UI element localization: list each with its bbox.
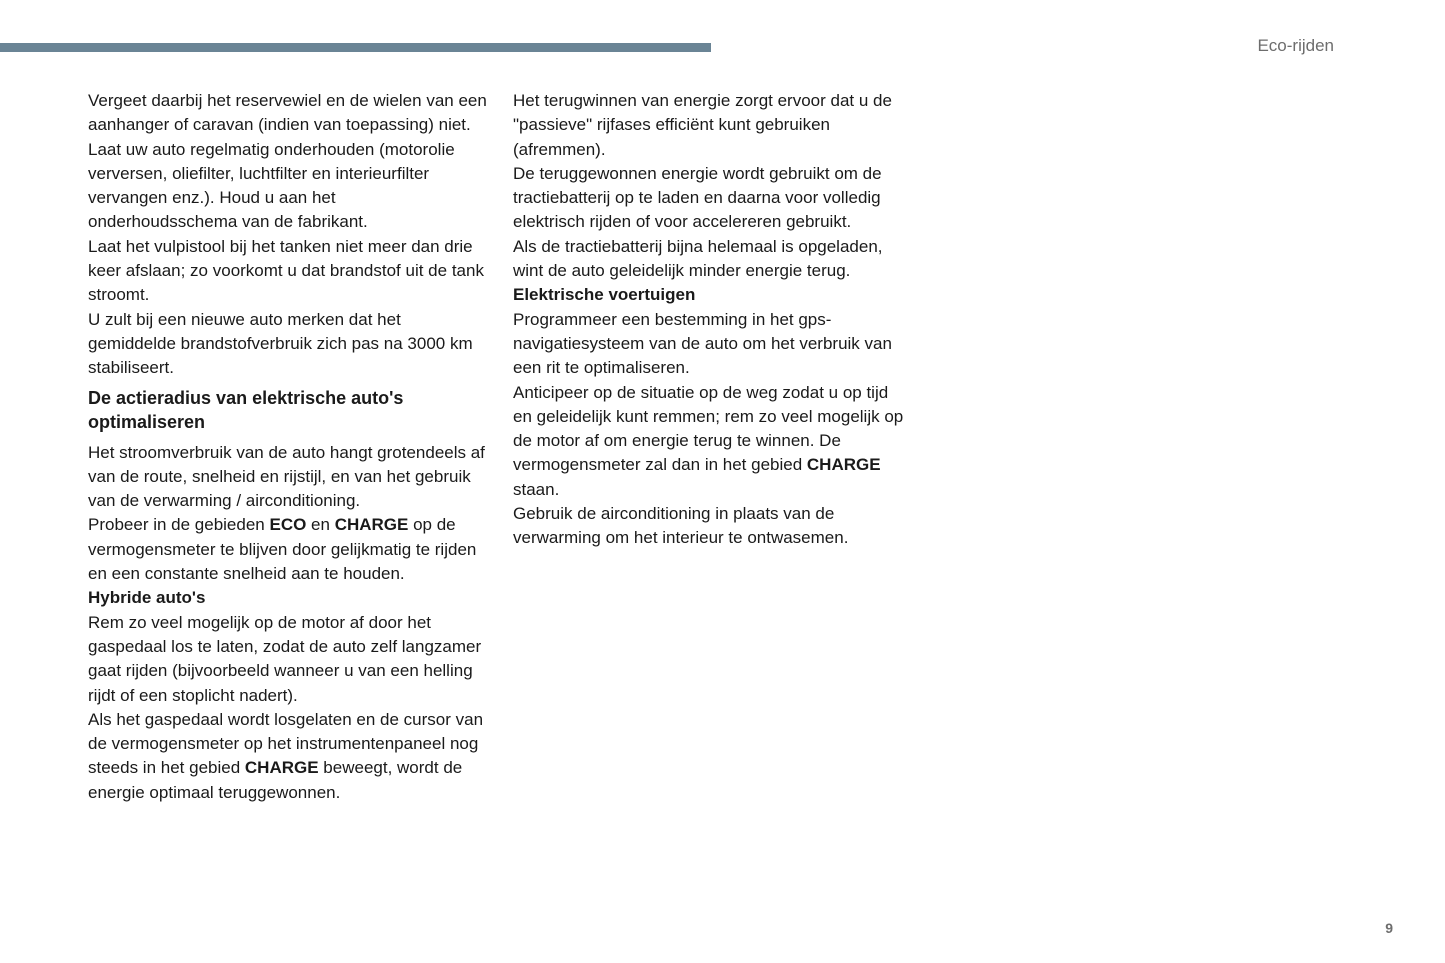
paragraph: [88, 708, 488, 805]
paragraph: [88, 513, 488, 586]
eco-keyword: ECO: [269, 515, 307, 535]
text-run: Anticipeer op de situatie op de weg zodat u op tijd en geleidelijk kunt remmen; rem zo veel mogelijk op de motor af om energie terug te winnen. De vermogensmeter zal dan in het gebied: [513, 382, 904, 475]
paragraph: Vergeet daarbij het reservewiel en de wielen van een aanhanger of caravan (indien van toepassing) niet.: [88, 91, 487, 135]
paragraph: U zult bij een nieuwe auto merken dat het gemiddelde brandstofverbruik zich pas na 3000 km stabiliseert.: [88, 309, 473, 378]
paragraph: Het stroomverbruik van de auto hangt grotendeels af van de route, snelheid en rijstijl, en van het gebruik van de verwarming / airconditioning.: [88, 442, 485, 511]
text-run: Als het gaspedaal wordt losgelaten en de cursor van de vermogensmeter op het instrumentenpaneel nog steeds in het gebied: [88, 709, 484, 778]
text-run: op de vermogensmeter te blijven door gelijkmatig te rijden en een constante snelheid aan te houden.: [88, 515, 477, 584]
charge-keyword: CHARGE: [806, 455, 881, 475]
paragraph: Het terugwinnen van energie zorgt ervoor dat u de "passieve" rijfases efficiënt kunt gebruiken (afremmen).: [513, 91, 892, 159]
paragraph: Programmeer een bestemming in het gps-navigatiesysteem van de auto om het verbruik van een rit te optimaliseren.: [513, 309, 892, 378]
paragraph: Gebruik de airconditioning in plaats van de verwarming om het interieur te ontwasemen.: [513, 504, 849, 548]
section-heading: De actieradius van elektrische auto's optimaliseren: [88, 387, 404, 433]
text-run: Probeer in de gebieden: [88, 515, 270, 535]
charge-keyword: CHARGE: [244, 758, 319, 778]
paragraph: De teruggewonnen energie wordt gebruikt om de tractiebatterij op te laden en daarna voor volledig elektrisch rijden of voor accelereren gebruikt.: [513, 163, 882, 232]
left-column: [88, 89, 488, 805]
right-column: [513, 89, 908, 551]
paragraph: [513, 381, 908, 502]
charge-keyword: CHARGE: [334, 515, 409, 535]
paragraph: Als de tractiebatterij bijna helemaal is opgeladen, wint de auto geleidelijk minder energie terug.: [513, 236, 883, 281]
paragraph: Laat uw auto regelmatig onderhouden (motorolie verversen, oliefilter, luchtfilter en interieurfilter vervangen enz.). Houd u aan het onderhoudsschema van de fabrikant.: [88, 139, 455, 232]
text-run: beweegt, wordt de energie optimaal teruggewonnen.: [88, 758, 463, 802]
paragraph: Laat het vulpistool bij het tanken niet meer dan drie keer afslaan; zo voorkomt u dat brandstof uit de tank stroomt.: [88, 236, 484, 305]
text-run: en: [306, 515, 335, 535]
paragraph: Rem zo veel mogelijk op de motor af door het gaspedaal los te laten, zodat de auto zelf langzamer gaat rijden (bijvoorbeeld wanneer u van een helling rijdt of een stoplicht nadert).: [88, 612, 482, 705]
text-run: staan.: [513, 479, 560, 499]
page-number: 9: [1385, 920, 1393, 936]
header-accent-bar: [0, 43, 711, 52]
subheading-hybrid: Hybride auto's: [88, 588, 206, 608]
section-title: Eco-rijden: [1257, 36, 1334, 55]
subheading-ev: Elektrische voertuigen: [513, 285, 696, 305]
